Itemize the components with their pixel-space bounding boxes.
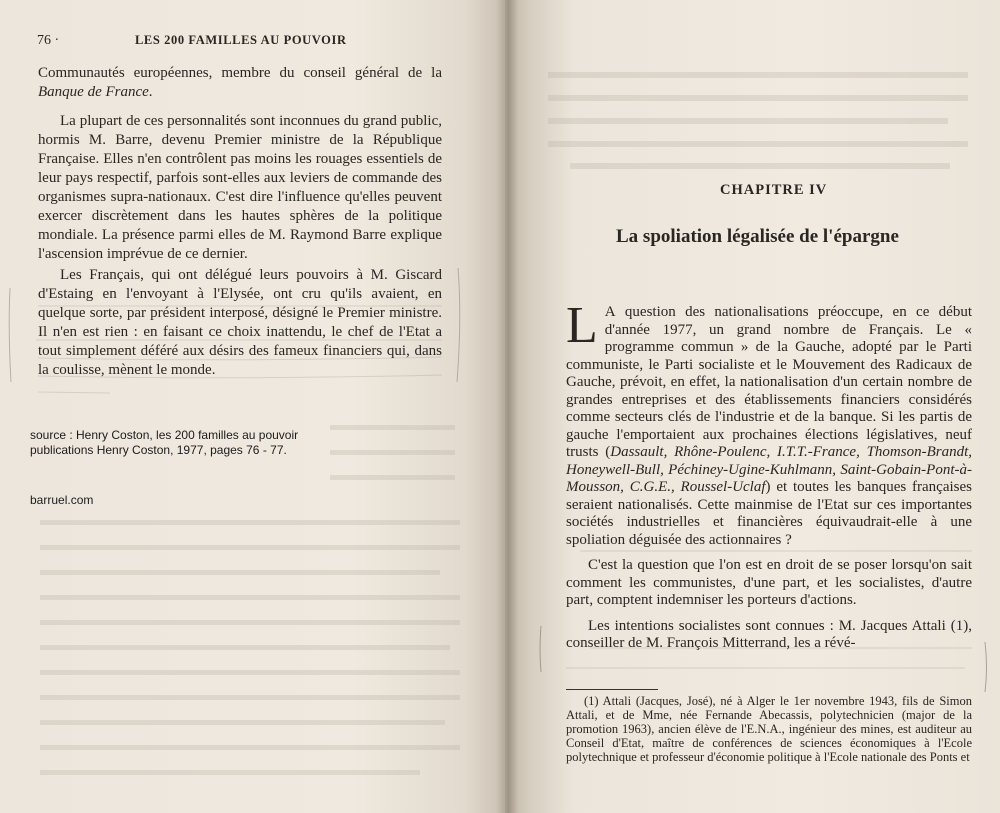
- source-line-1: source : Henry Coston, les 200 familles au pouvoir: [30, 428, 299, 442]
- text-run: La plupart de ces personnalités sont inconnues du grand public, hormis M. Barre, devenu Premier ministre de la République Française. Elles n'en contrôlent pas moins les rouages essentiels de leur pays respectif, parfois sont-elles aux leviers de commande des organismes supra-nationaux. C'est dire l'influence qu'elles peuvent exercer discrètement dans les hautes sphères de la politique mondiale. La présence parmi elles de M. Raymond Barre explique l'ascension imprévue de ce dernier.: [38, 113, 442, 262]
- left-paragraph: [38, 112, 442, 264]
- text-run: Communautés européennes, membre du conseil général de la: [38, 65, 442, 81]
- footnote: (1) Attali (Jacques, José), né à Alger le 1er novembre 1943, fils de Simon Attali, et de Mme, née Fernande Abecassis, polytechnicien (major de la promotion 1963), ancien élève de l'E.N.A., ingénieur des mines, est auditeur au Conseil d'Etat, maître de conférences de sciences économiques à l'Ecole polytechnique et professeur d'économie politique à l'Ecole nationale des Ponts et: [566, 694, 972, 764]
- text-run: Banque de France: [38, 84, 149, 100]
- book-gutter: [496, 0, 518, 813]
- footnote-rule: [566, 689, 658, 690]
- right-paragraph: [566, 557, 972, 610]
- site-name: barruel.com: [30, 493, 94, 507]
- left-paragraph: [38, 64, 442, 102]
- chapter-number: CHAPITRE IV: [720, 182, 828, 198]
- right-paragraph: [566, 297, 973, 549]
- text-run: Les Français, qui ont délégué leurs pouvoirs à M. Giscard d'Estaing en l'envoyant à l'Elysée, ont cru qu'ils avaient, en quelque sorte, par président interposé, désigné le Premier ministre. Il n'en est rien : en faisant ce choix inattendu, le chef de l'Etat a tout simplement déféré aux désirs des fameux financiers qui, dans la coulisse, mènent le monde.: [38, 267, 442, 378]
- source-line-2: publications Henry Coston, 1977, pages 76 - 77.: [30, 443, 287, 457]
- text-run: .: [148, 84, 153, 100]
- left-page-text: [38, 64, 442, 380]
- text-run: question des nationalisations préoccupe, en ce début d'année 1977, un grand nombre de Français. Le « programme commun » de la Gauche, adopté par le Parti communiste, le Parti socialiste et le Mouvement des Radicaux de Gauche, prévoit, en effet, la nationalisation d'un certain nombre de grandes entreprises et des établissements financiers considérés comme secteurs clés de l'industrie et de la banque. Si les partis de gauche l'emportaient aux prochaines élections législatives, neuf trusts (: [566, 304, 972, 460]
- right-paragraph: [566, 618, 972, 653]
- right-page-text: [566, 297, 973, 653]
- left-paragraph: [38, 266, 442, 380]
- text-run: A: [604, 304, 616, 320]
- page-number: 76 ·: [37, 33, 60, 48]
- running-title: LES 200 FAMILLES AU POUVOIR: [135, 33, 347, 47]
- text-run: C'est la question que l'on est en droit de se poser lorsqu'on sait comment les communistes, d'une part, et les socialistes, d'autre part, comptent indemniser les porteurs d'actions.: [566, 557, 972, 608]
- drop-cap: L: [566, 297, 598, 354]
- source-caption: [30, 428, 298, 458]
- text-run: Les intentions socialistes sont connues : M. Jacques Attali (1), conseiller de M. François Mitterrand, les a révé-: [566, 617, 972, 651]
- text-run: Dassault, Rhône-Poulenc, I.T.T.-France, Thomson-Brandt, Honeywell-Bull, Péchiney-Ugine-Kuhlmann, Saint-Gobain-Pont-à-Mousson, C.G.E., Roussel-Uclaf: [566, 444, 972, 495]
- text-run: ) et toutes les banques françaises seraient nationalisés. Cette mainmise de l'Etat sur ces importantes sociétés industrielles et financières équivaudrait-elle à une spoliation déguisée des actionnaires ?: [566, 479, 973, 548]
- chapter-title: La spoliation légalisée de l'épargne: [616, 226, 899, 247]
